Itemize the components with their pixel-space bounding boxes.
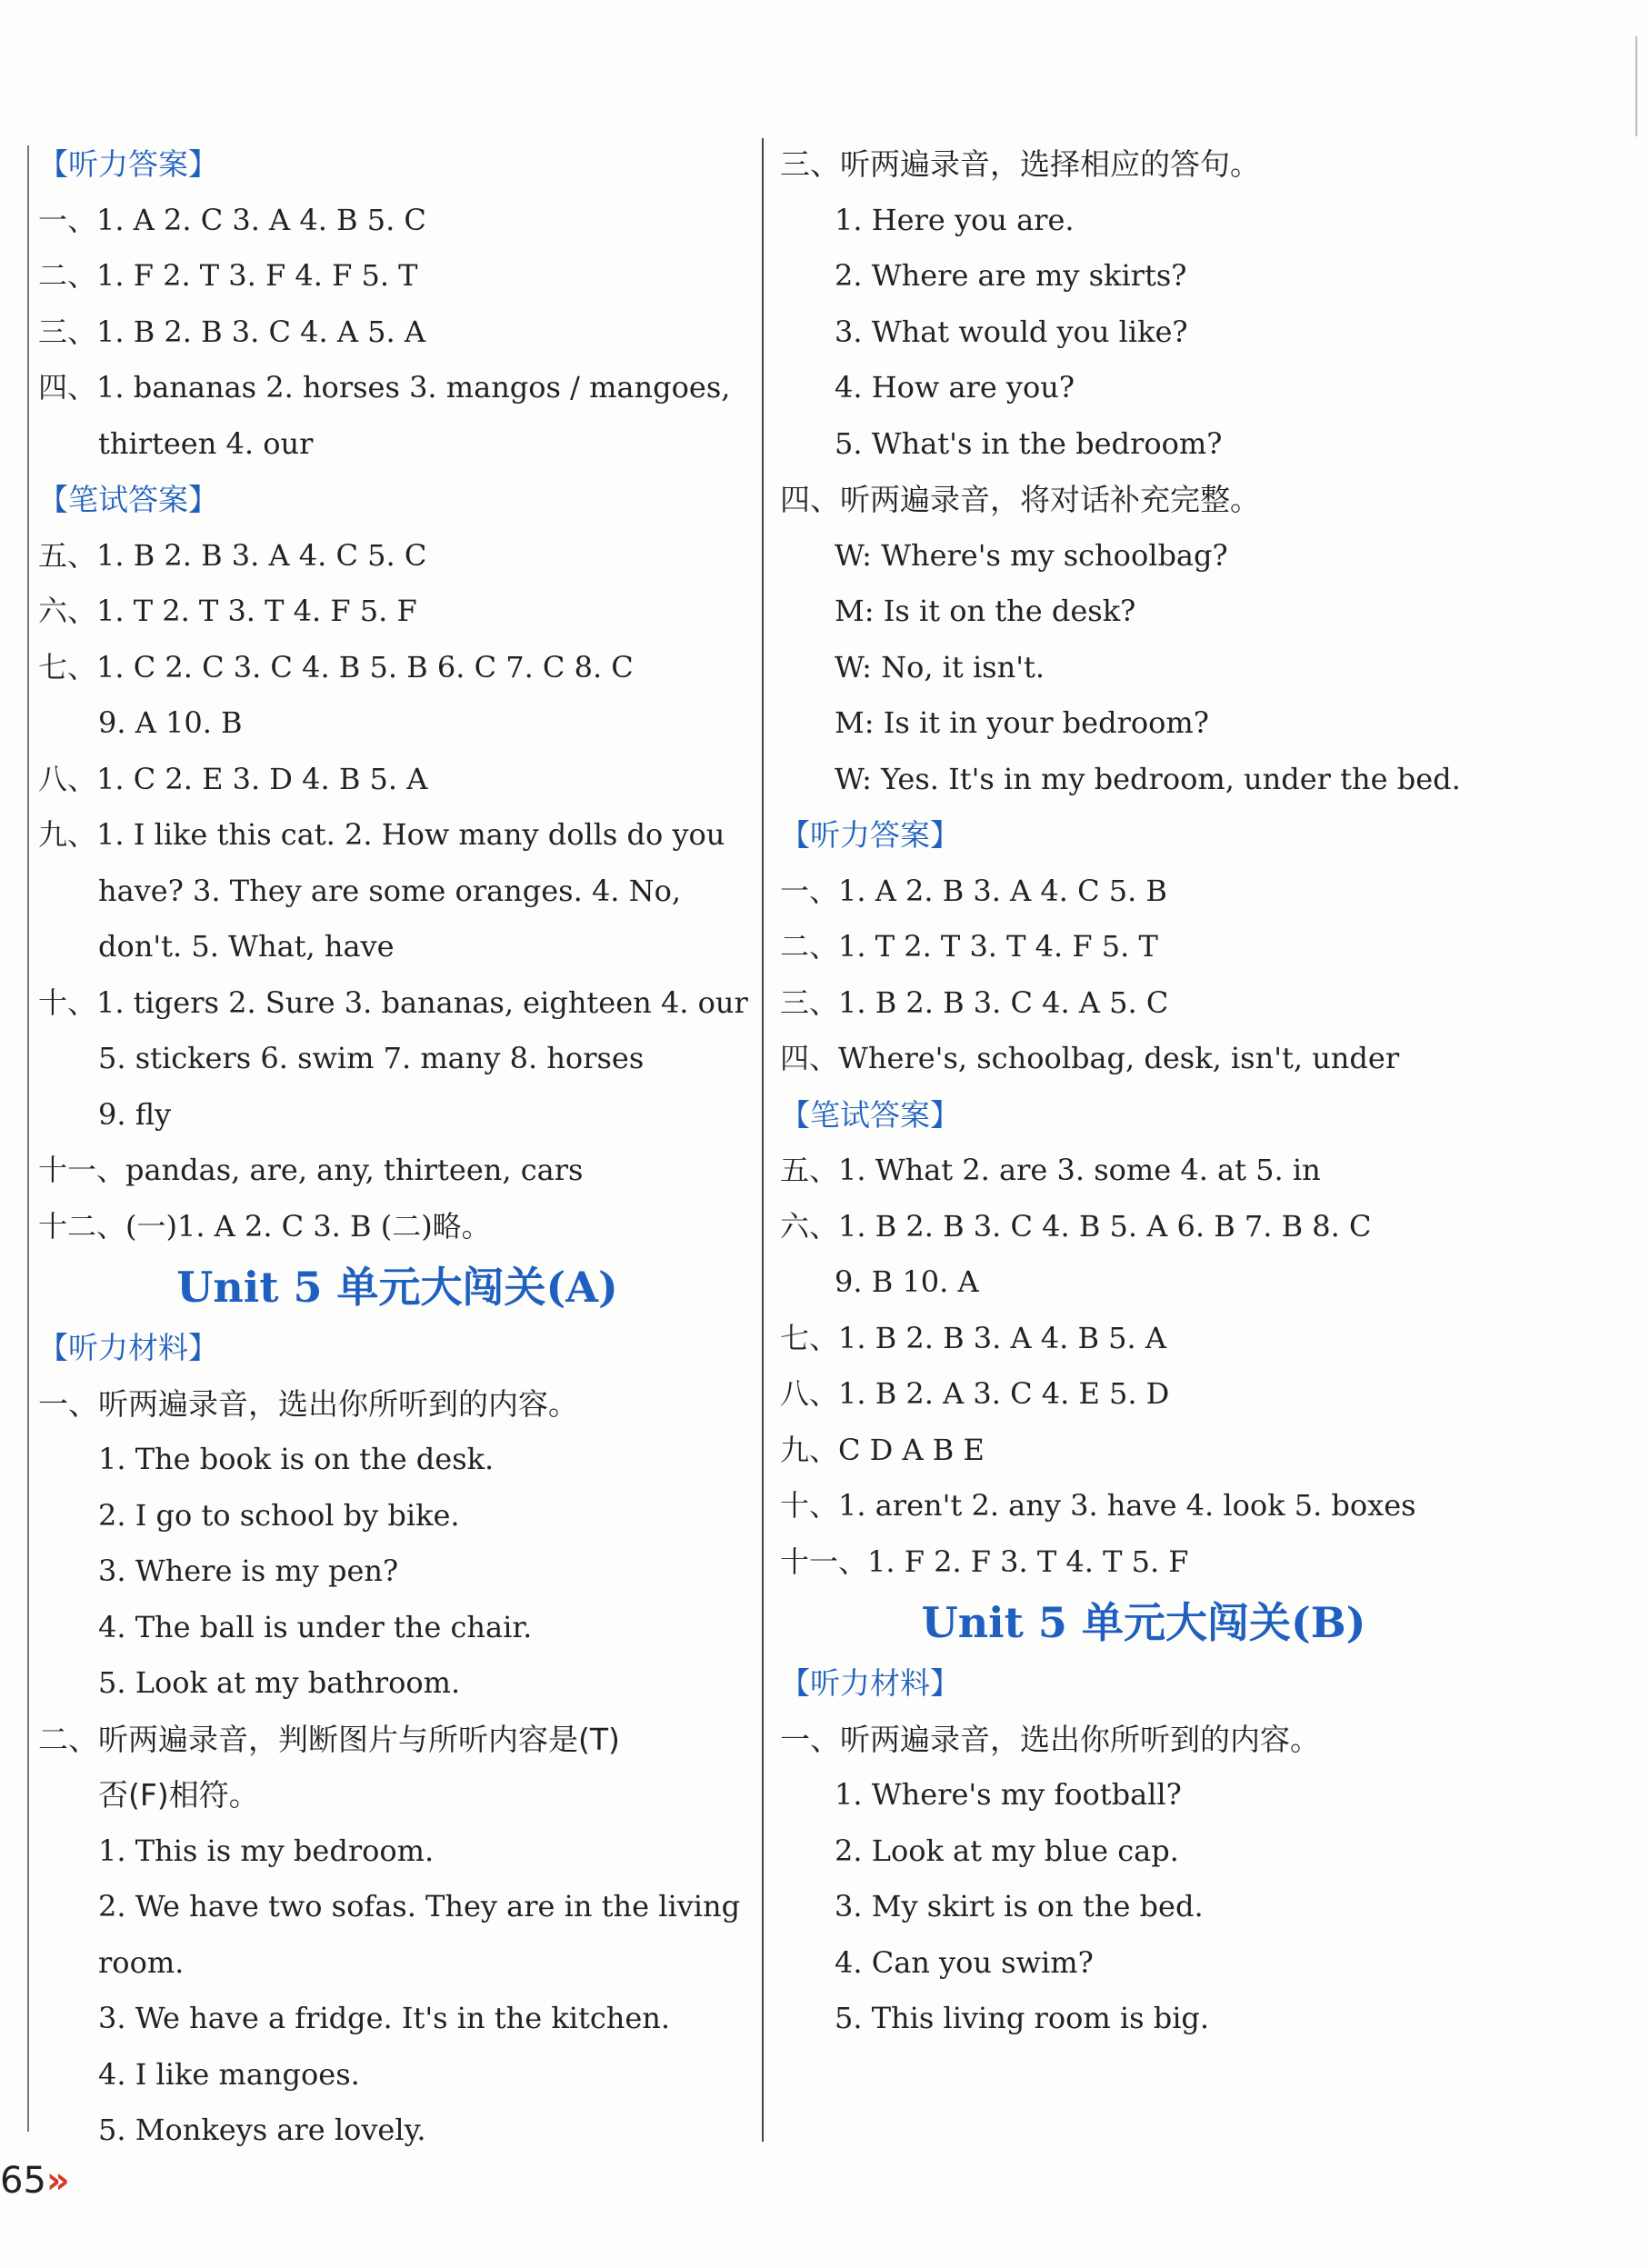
answer-line-indented: 5. Look at my bathroom. (98, 1665, 461, 1700)
answer-line-indented: 1. Where's my football? (835, 1777, 1182, 1812)
answer-line-indented: don't. 5. What, have (98, 929, 395, 964)
answer-line-indented: 2. We have two sofas. They are in the living (98, 1889, 741, 1923)
left-margin-rule (27, 145, 29, 2132)
answer-line-indented: W: No, it isn't. (835, 649, 1045, 684)
right-column (780, 136, 1507, 2047)
left-column (38, 136, 756, 2159)
page-arrow-icon: » (45, 2160, 70, 2202)
answer-line-indented: 5. What's in the bedroom? (835, 425, 1223, 461)
answer-line: 七、1. C 2. C 3. C 4. B 5. B 6. C 7. C 8. C (38, 649, 634, 684)
question-heading: 四、听两遍录音，将对话补充完整。 (780, 482, 1260, 517)
answer-line: 十一、pandas, are, any, thirteen, cars (38, 1153, 584, 1187)
answer-line-indented: 9. A 10. B (98, 705, 243, 740)
column-divider (762, 138, 764, 2142)
answer-line-indented: 1. This is my bedroom. (98, 1833, 435, 1868)
answer-line: 五、1. B 2. B 3. A 4. C 5. C (38, 537, 427, 573)
answer-line-indented: 3. What would you like? (835, 314, 1188, 349)
answer-line: 十、1. aren't 2. any 3. have 4. look 5. boxes (780, 1488, 1416, 1523)
answer-line: 六、1. T 2. T 3. T 4. F 5. F (38, 594, 417, 628)
answer-line: 一、1. A 2. C 3. A 4. B 5. C (38, 202, 426, 237)
answer-line-indented: 4. I like mangoes. (98, 2056, 360, 2092)
question-heading: 一、听两遍录音，选出你所听到的内容。 (38, 1385, 578, 1422)
answer-line-indented: M: Is it on the desk? (835, 594, 1136, 628)
answer-line: 三、1. B 2. B 3. C 4. A 5. C (780, 984, 1169, 1020)
section-heading: 【听力答案】 (38, 146, 218, 182)
answer-line-indented: have? 3. They are some oranges. 4. No, (98, 873, 682, 908)
unit-title: Unit 5 单元大闯关(A) (176, 1263, 618, 1312)
answer-line-indented: 9. fly (98, 1096, 172, 1132)
answer-line-indented: 4. The ball is under the chair. (98, 1609, 533, 1644)
answer-line: 十、1. tigers 2. Sure 3. bananas, eighteen 4. our (38, 984, 748, 1020)
answer-line-indented: 2. Look at my blue cap. (835, 1833, 1179, 1868)
answer-line-indented: W: Yes. It's in my bedroom, under the bed. (835, 761, 1461, 796)
section-heading: 【听力材料】 (780, 1665, 960, 1701)
answer-line: 一、1. A 2. B 3. A 4. C 5. B (780, 873, 1167, 908)
answer-line-indented: 9. B 10. A (835, 1264, 979, 1299)
answer-line: 四、1. bananas 2. horses 3. mangos / mangoes, (38, 370, 731, 405)
answer-line: 九、1. I like this cat. 2. How many dolls do you (38, 817, 725, 852)
question-heading: 三、听两遍录音，选择相应的答句。 (780, 146, 1260, 182)
question-heading: 一、听两遍录音，选出你所听到的内容。 (780, 1721, 1320, 1757)
answer-line: 十一、1. F 2. F 3. T 4. T 5. F (780, 1544, 1189, 1579)
answer-line: 二、1. T 2. T 3. T 4. F 5. T (780, 929, 1158, 964)
section-heading: 【听力材料】 (38, 1330, 218, 1365)
answer-line-indented: 2. Where are my skirts? (835, 258, 1187, 293)
answer-line: 五、1. What 2. are 3. some 4. at 5. in (780, 1153, 1321, 1187)
answer-line: 四、Where's, schoolbag, desk, isn't, under (780, 1041, 1400, 1075)
answer-line-indented: 5. Monkeys are lovely. (98, 2113, 426, 2147)
page-number-text: 65 (0, 2160, 46, 2202)
answer-line: 九、C D A B E (780, 1432, 985, 1467)
answer-line-indented: W: Where's my schoolbag? (835, 537, 1228, 573)
page-number (0, 2160, 70, 2202)
unit-title: Unit 5 单元大闯关(B) (921, 1598, 1366, 1647)
answer-line-indented: 1. Here you are. (835, 202, 1075, 237)
answer-line-indented: 3. We have a fridge. It's in the kitchen. (98, 2001, 671, 2035)
answer-line-indented: 3. Where is my pen? (98, 1554, 399, 1588)
section-heading: 【笔试答案】 (780, 1096, 960, 1133)
answer-line-indented: 3. My skirt is on the bed. (835, 1889, 1204, 1923)
question-heading: 二、听两遍录音，判断图片与所听内容是(T) (38, 1721, 620, 1757)
answer-line: 八、1. B 2. A 3. C 4. E 5. D (780, 1376, 1170, 1411)
answer-line-indented: 5. stickers 6. swim 7. many 8. horses (98, 1041, 645, 1075)
answer-line: 六、1. B 2. B 3. C 4. B 5. A 6. B 7. B 8. C (780, 1208, 1372, 1244)
answer-line: 八、1. C 2. E 3. D 4. B 5. A (38, 761, 428, 796)
answer-line: 十二、(一)1. A 2. C 3. B (二)略。 (38, 1208, 491, 1244)
answer-line-indented: 2. I go to school by bike. (98, 1497, 460, 1533)
answer-line: 七、1. B 2. B 3. A 4. B 5. A (780, 1320, 1166, 1355)
section-heading: 【听力答案】 (780, 817, 960, 853)
answer-line-indented: 5. This living room is big. (835, 2001, 1210, 2035)
answer-line-indented: 4. How are you? (835, 370, 1075, 405)
page-edge (1635, 36, 1637, 136)
section-heading: 【笔试答案】 (38, 482, 218, 517)
answer-line-indented: M: Is it in your bedroom? (835, 705, 1209, 740)
answer-line-indented: room. (98, 1944, 185, 1980)
answer-line-indented: 4. Can you swim? (835, 1944, 1094, 1980)
answer-line: 二、1. F 2. T 3. F 4. F 5. T (38, 258, 418, 293)
answer-line: 三、1. B 2. B 3. C 4. A 5. A (38, 314, 425, 349)
question-heading-cont: 否(F)相符。 (98, 1777, 259, 1813)
answer-line-indented: thirteen 4. our (98, 425, 314, 461)
answer-line-indented: 1. The book is on the desk. (98, 1442, 495, 1476)
